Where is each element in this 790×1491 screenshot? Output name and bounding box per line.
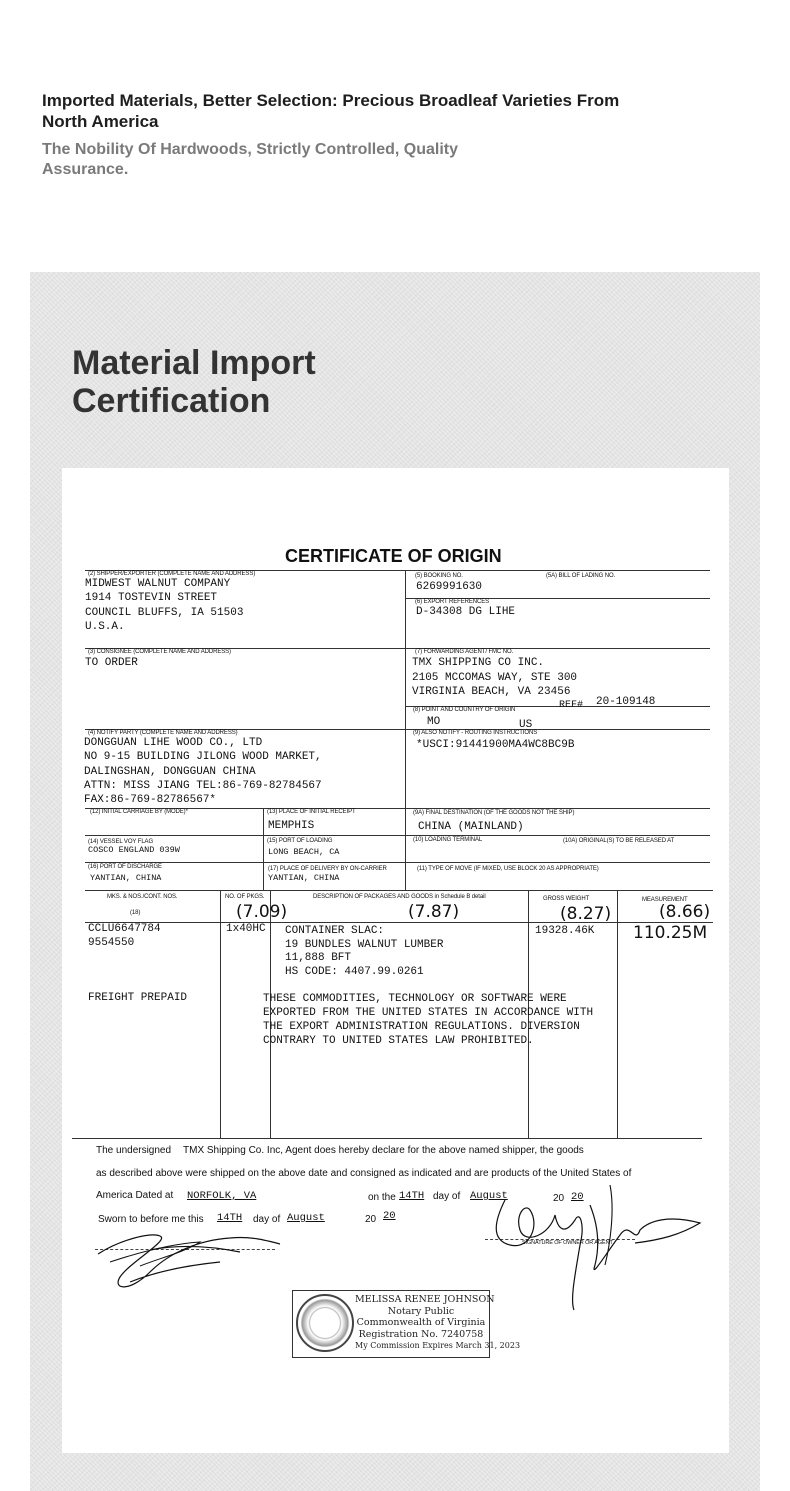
dated-year: 20: [571, 1191, 584, 1203]
gross-weight-value: 19328.46K: [535, 925, 595, 937]
notary-registration: Registration No. 7240758: [358, 1328, 484, 1340]
forwarding-line: 2105 MCCOMAS WAY, STE 300: [412, 672, 578, 684]
label-port-loading: (15) PORT OF LOADING: [267, 838, 333, 844]
also-notify-value: *USCI:91441900MA4WC8BC9B: [416, 739, 575, 751]
notary-stamp-text: [355, 1294, 521, 1352]
freight-terms: FREIGHT PREPAID: [88, 992, 188, 1004]
label-description: DESCRIPTION OF PACKAGES AND GOODS in Schedule B detail: [313, 894, 486, 900]
notice-line: THESE COMMODITIES, TECHNOLOGY OR SOFTWARE WERE: [263, 993, 567, 1005]
container-number: 9554550: [88, 937, 135, 949]
sworn-label: Sworn to before me this: [98, 1214, 204, 1225]
notary-stamp: [292, 1290, 521, 1358]
section-title: Material Import Certification: [72, 344, 316, 420]
shipper-line: MIDWEST WALNUT COMPANY: [85, 578, 231, 590]
dated-at-place: NORFOLK, VA: [187, 1190, 257, 1202]
label-origin: (8) POINT AND COUNTRY OF ORIGIN: [413, 707, 516, 713]
notary-signature-icon: [90, 1222, 290, 1297]
label-vessel: (14) VESSEL VOY FLAG: [88, 839, 154, 845]
label-forwarding: (7) FORWARDING AGENT/ FMC NO.: [415, 649, 514, 655]
declaration-line2: as described above were shipped on the above date and consigned as indicated and are products of the United States of: [96, 1168, 632, 1179]
sworn-year-prefix: 20: [365, 1214, 377, 1225]
rule-goods-header: [85, 890, 713, 891]
vessel-value: COSCO ENGLAND 039W: [88, 845, 180, 855]
year-prefix: 20: [553, 1193, 565, 1204]
rule-col-pkgs: [220, 890, 221, 1138]
sworn-month: August: [287, 1212, 325, 1224]
port-discharge-value: YANTIAN, CHINA: [90, 873, 162, 883]
label-measurement: MEASUREMENT: [642, 897, 688, 903]
label-export-refs: (6) EXPORT REFERENCES: [415, 599, 490, 605]
label-initial-carriage: (12) INITIAL CARRIAGE BY (MODE)*: [90, 809, 188, 815]
virginia-seal-icon: [296, 1294, 354, 1352]
declaration-line1: TMX Shipping Co. Inc, Agent does hereby declare for the above named shipper, the goods: [183, 1145, 584, 1156]
goods-line: 19 BUNDLES WALNUT LUMBER: [285, 939, 444, 951]
rule-col-meas: [617, 890, 618, 1138]
measurement-value: 110.25M: [633, 923, 708, 943]
label-consignee: (3) CONSIGNEE (COMPLETE NAME AND ADDRESS): [88, 649, 231, 655]
day-of-label: day of: [433, 1191, 461, 1202]
label-also-notify: (9) ALSO NOTIFY - ROUTING INSTRUCTIONS: [413, 730, 538, 736]
rule-mid-upper: [405, 570, 406, 890]
rule-receipt: [263, 808, 264, 890]
container-number: CCLU6647784: [88, 923, 161, 935]
place-delivery-value: YANTIAN, CHINA: [268, 873, 340, 883]
declaration-prefix: The undersigned: [96, 1145, 172, 1156]
label-shipper: (2) SHIPPER/EXPORTER (COMPLETE NAME AND ADDRESS): [88, 571, 256, 577]
label-marks: MKS. & NOS./CONT. NOS.: [107, 894, 178, 900]
rule-discharge: [85, 862, 710, 863]
shipper-line: U.S.A.: [85, 621, 125, 633]
reference-label: REF#: [559, 700, 584, 711]
label-notify: (4) NOTIFY PARTY (COMPLETE NAME AND ADDRESS): [88, 730, 238, 736]
export-reference: D-34308 DG LIHE: [416, 606, 516, 618]
dim-measurement: (8.66): [659, 902, 711, 922]
notary-expiry: My Commission Expires March 31, 2023: [355, 1341, 521, 1350]
consignee-value: TO ORDER: [85, 657, 138, 669]
dim-gross: (8.27): [560, 904, 612, 924]
port-loading-value: LONG BEACH, CA: [268, 847, 340, 857]
label-port-discharge: (16) PORT OF DISCHARGE: [88, 864, 162, 870]
notify-line: DONGGUAN LIHE WOOD CO., LTD: [84, 737, 263, 749]
sworn-year: 20: [383, 1210, 396, 1222]
label-bill-of-lading: (5A) BILL OF LADING NO.: [546, 573, 616, 579]
notary-name: MELISSA RENEE JOHNSON: [355, 1294, 495, 1305]
rule-bottom: [72, 1138, 702, 1139]
notary-commonwealth: Commonwealth of Virginia: [356, 1317, 486, 1328]
pkgs-value: 1x40HC: [226, 923, 266, 935]
forwarding-line: TMX SHIPPING CO INC.: [412, 657, 545, 669]
label-marks-number: (18): [130, 910, 141, 916]
rule-goods-sub: [85, 922, 713, 923]
sworn-day: 14TH: [217, 1212, 243, 1224]
dated-month: August: [470, 1190, 508, 1202]
label-place-receipt: (13) PLACE OF INITIAL RECEIPT: [267, 809, 356, 815]
label-pkgs: NO. OF PKGS.: [225, 894, 265, 900]
certificate-title: CERTIFICATE OF ORIGIN: [285, 546, 502, 566]
place-receipt-value: MEMPHIS: [268, 820, 315, 832]
goods-line: 11,888 BFT: [285, 952, 352, 964]
dim-pkgs: (7.09): [236, 902, 288, 922]
signature-label: SIGNATURE OF OWNER OR AGENT: [522, 1240, 613, 1246]
label-originals: (10A) ORIGINAL(S) TO BE RELEASED AT: [563, 838, 675, 844]
label-booking: (5) BOOKING NO.: [415, 573, 463, 579]
origin-state: MO: [427, 716, 441, 728]
notary-title: Notary Public: [387, 1305, 455, 1317]
notice-line: EXPORTED FROM THE UNITED STATES IN ACCORDANCE WITH: [263, 1007, 594, 1019]
label-gross-weight: GROSS WEIGHT: [543, 896, 590, 902]
goods-line: CONTAINER SLAC:: [285, 925, 385, 937]
reference-value: 20-109148: [596, 696, 656, 708]
origin-country: US: [519, 719, 533, 731]
label-type-move: (11) TYPE OF MOVE (IF MIXED, USE BLOCK 20 AS APPROPRIATE): [417, 866, 599, 872]
sworn-day-of-label: day of: [253, 1214, 281, 1225]
booking-number: 6269991630: [416, 581, 483, 593]
notify-line: ATTN: MISS JIANG TEL:86-769-82784567: [84, 780, 322, 792]
label-place-delivery: (17) PLACE OF DELIVERY BY ON-CARRIER: [268, 866, 387, 872]
notify-line: FAX:86-769-82786567*: [84, 794, 217, 806]
shipper-line: 1914 TOSTEVIN STREET: [85, 592, 218, 604]
label-final-destination: (9A) FINAL DESTINATION (OF THE GOODS NOT THE SHIP): [413, 810, 575, 816]
notice-line: THE EXPORT ADMINISTRATION REGULATIONS. DIVERSION: [263, 1021, 580, 1033]
notify-line: DALINGSHAN, DONGGUAN CHINA: [84, 766, 256, 778]
dated-at-label: America Dated at: [96, 1190, 174, 1201]
final-destination-value: CHINA (MAINLAND): [418, 821, 524, 833]
shipper-line: COUNCIL BLUFFS, IA 51503: [85, 607, 244, 619]
label-loading-terminal: (10) LOADING TERMINAL: [413, 837, 483, 843]
notice-line: CONTRARY TO UNITED STATES LAW PROHIBITED.: [263, 1035, 534, 1047]
dated-day: 14TH: [399, 1190, 425, 1202]
rule-vessel: [85, 835, 710, 836]
forwarding-line: VIRGINIA BEACH, VA 23456: [412, 686, 571, 698]
notify-line: NO 9-15 BUILDING JILONG WOOD MARKET,: [84, 751, 322, 763]
intro-subtitle: The Nobility Of Hardwoods, Strictly Controlled, Quality Assurance.: [42, 141, 459, 178]
intro-title: Imported Materials, Better Selection: Precious Broadleaf Varieties From North America: [42, 91, 620, 131]
agent-signature-icon: [470, 1175, 705, 1315]
goods-line: HS CODE: 4407.99.0261: [285, 966, 424, 978]
on-the-label: on the: [368, 1192, 396, 1203]
dim-description: (7.87): [408, 902, 460, 922]
